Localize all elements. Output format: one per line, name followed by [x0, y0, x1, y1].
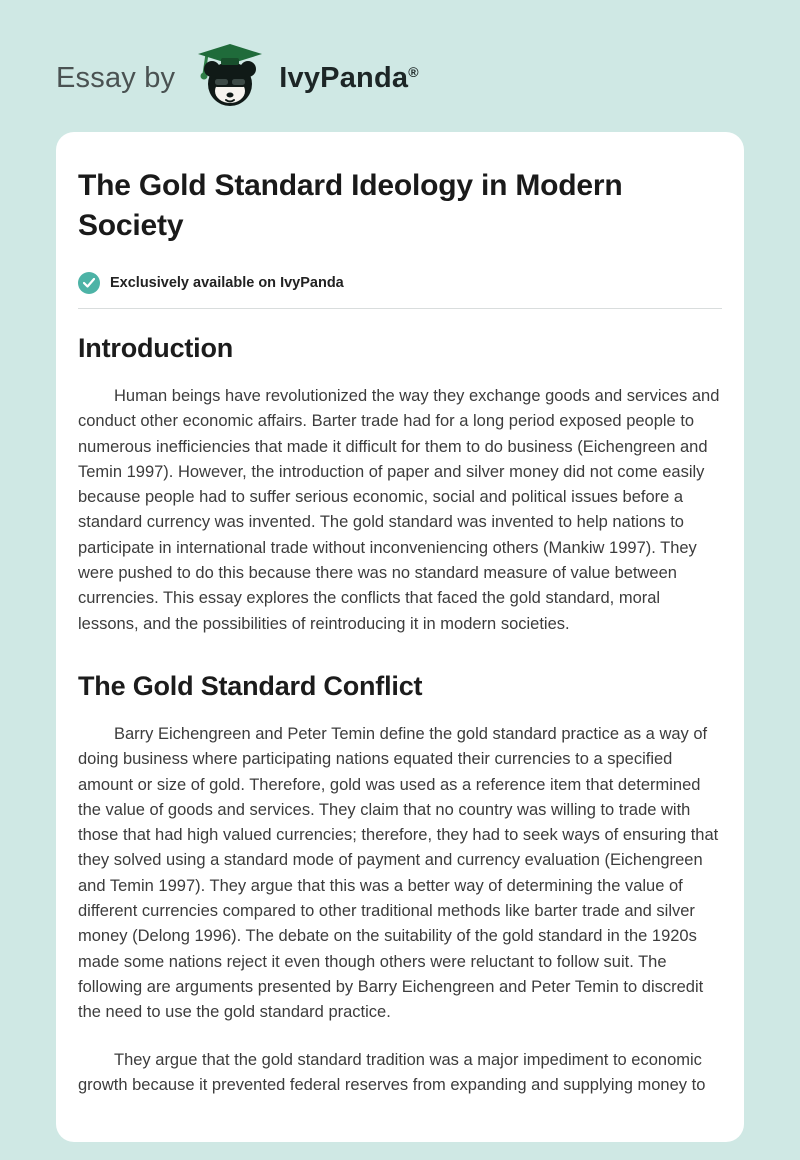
- site-header: [0, 0, 800, 116]
- section-heading-gold-standard-conflict: The Gold Standard Conflict: [78, 670, 423, 701]
- essay-card: [56, 132, 744, 1142]
- paragraph: Barry Eichengreen and Peter Temin define the gold standard practice as a way of doing business where participating nations equated their currencies to a specified amount or size of gold. Therefore, gold was used as a reference item that determined the value of goods and services. They claim that no country was willing to trade with those that had high valued currencies; therefore, they had to seek ways of ensuring that they solved using a standard mode of payment and currency evaluation (Eichengreen and Temin 1997). They argue that this was a better way of determining the value of different currencies compared to other traditional methods like barter trade and silver money (Delong 1996). The debate on the suitability of the gold standard in the 1920s made some nations reject it even though others were reluctant to follow suit. The following are arguments presented by Barry Eichengreen and Peter Temin to discredit the need to use the gold standard practice.: [78, 724, 719, 1022]
- essay-by-label: Essay by: [56, 61, 176, 94]
- section-heading-introduction: Introduction: [78, 333, 234, 363]
- paragraph: They argue that the gold standard tradition was a major impediment to economic growth because it prevented federal reserves from expanding and supplying money to: [78, 1050, 706, 1094]
- brand-name: IvyPanda®: [279, 61, 419, 94]
- ivypanda-logo: [193, 44, 267, 113]
- panda-graduate-icon: [193, 44, 267, 113]
- paragraph: Human beings have revolutionized the way they exchange goods and services and conduct other economic affairs. Barter trade had for a long period exposed people to numerous inefficiencies that made it difficult for them to do business (Eichengreen and Temin 1997). However, the introduction of paper and silver money did not come easily because people had to suffer serious economic, social and political issues before a standard currency was invented. The gold standard was invented to help nations to participate in international trade without inconveniencing others (Mankiw 1997). They were pushed to do this because there was no standard measure of value between currencies. This essay explores the conflicts that faced the gold standard, moral lessons, and the possibilities of reintroducing it in modern societies.: [78, 387, 720, 633]
- availability-row: [78, 272, 722, 294]
- availability-label: Exclusively available on IvyPanda: [110, 275, 344, 291]
- page-title: The Gold Standard Ideology in Modern Society: [78, 169, 623, 242]
- divider: [78, 308, 722, 309]
- registered-mark: ®: [408, 63, 419, 80]
- check-circle-icon: [78, 272, 100, 294]
